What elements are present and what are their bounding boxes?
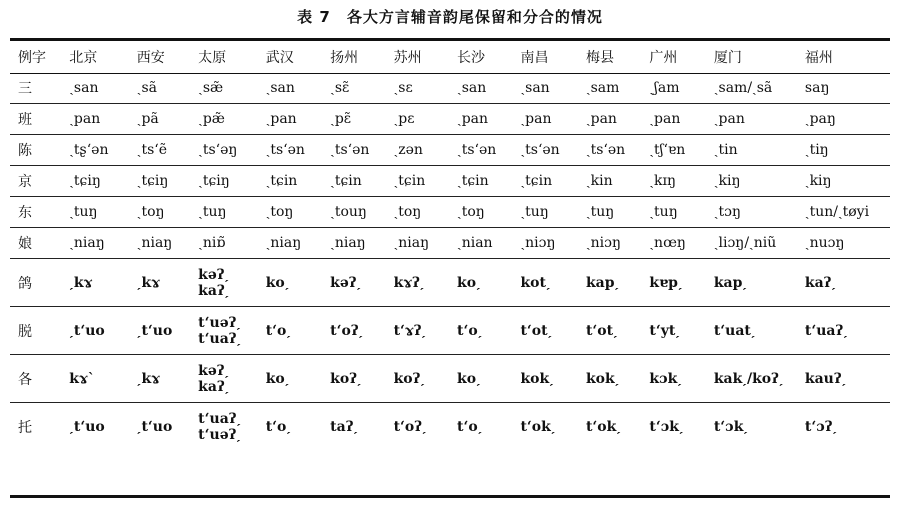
pronunciation-cell: ˏsan [457, 79, 487, 96]
column-header: 南昌 [520, 50, 549, 66]
table-row [10, 355, 890, 403]
pronunciation-cell: kɤˋ [65, 355, 133, 403]
pronunciation-cell: ˏtɕiŋ [65, 166, 133, 197]
column-header: 例字 [18, 50, 46, 66]
column-header: 西安 [136, 50, 165, 66]
pronunciation-cell: tʻuəʔˏ tʻuaʔˏ [194, 307, 262, 355]
pronunciation-cell: ˏnuɔŋ [801, 228, 890, 259]
table-row [10, 104, 890, 135]
pronunciation-cell: ˏniɒ̃ [194, 228, 262, 259]
pronunciation-cell: kokˏ [582, 355, 645, 403]
pronunciation-cell: kauʔˏ [801, 355, 890, 403]
pronunciation-cell: tʻokˏ [582, 403, 645, 451]
pronunciation-cell: ˏpan [582, 104, 645, 135]
pronunciation-cell: ˏtɕin [262, 166, 326, 197]
pronunciation-cell: ˏtin [710, 135, 801, 166]
pronunciation-cell: tʻoˏ [262, 307, 326, 355]
pronunciation-cell: koˏ [453, 259, 516, 307]
pronunciation-cell: ˏniaŋ [390, 228, 453, 259]
pronunciation-cell: ˏsan [520, 79, 550, 96]
pronunciation-cell: ˏtoŋ [262, 197, 326, 228]
pronunciation-cell: ˏpan [65, 104, 133, 135]
pronunciation-cell: ˏtɕin [390, 166, 453, 197]
pronunciation-cell: tʻɔkˏ [645, 403, 709, 451]
pronunciation-cell: kapˏ [582, 259, 645, 307]
pronunciation-cell: kakˏ/koʔˏ [710, 355, 801, 403]
pronunciation-cell: ˏsæ̃ [198, 79, 224, 96]
pronunciation-cell: ˏkɤ [65, 259, 133, 307]
pronunciation-cell: ˏtɕin [326, 166, 389, 197]
pronunciation-cell: ˏnian [453, 228, 516, 259]
pronunciation-cell: ˏtouŋ [326, 197, 389, 228]
pronunciation-cell: tʻoʔˏ [326, 307, 389, 355]
pronunciation-cell: ˏsɛ [393, 79, 413, 96]
example-character: 娘 [10, 228, 65, 259]
pronunciation-cell: tʻoʔˏ [390, 403, 453, 451]
column-header: 广州 [649, 50, 678, 66]
pronunciation-cell: koʔˏ [326, 355, 389, 403]
pronunciation-cell: koʔˏ [390, 355, 453, 403]
example-character: 托 [10, 403, 65, 451]
example-character: 班 [10, 104, 65, 135]
pronunciation-cell: ˏniaŋ [65, 228, 133, 259]
pronunciation-cell: koˏ [453, 355, 516, 403]
pronunciation-cell: koˏ [262, 259, 326, 307]
pronunciation-cell: kɔkˏ [645, 355, 709, 403]
pronunciation-cell: kaʔˏ [801, 259, 890, 307]
column-header: 福州 [804, 50, 833, 66]
example-character: 东 [10, 197, 65, 228]
table-title: 表 7 各大方言辅音韵尾保留和分合的情况 [297, 8, 603, 26]
pronunciation-cell: kɤʔˏ [390, 259, 453, 307]
pronunciation-cell: ˏsan [69, 79, 99, 96]
pronunciation-cell: ˏkɤ [133, 259, 194, 307]
pronunciation-cell: ˏtun/ˏtøyi [801, 197, 890, 228]
pronunciation-cell: ˏsan [265, 79, 295, 96]
column-header: 武汉 [265, 50, 294, 66]
pronunciation-cell: ˏpan [645, 104, 709, 135]
pronunciation-cell: ˏtʻuo [65, 307, 133, 355]
pronunciation-cell: ˏkɤ [133, 355, 194, 403]
pronunciation-cell: ˏtiŋ [801, 135, 890, 166]
pronunciation-cell: ˏtʻuo [133, 403, 194, 451]
pronunciation-cell: ˏtuŋ [582, 197, 645, 228]
pronunciation-cell: ˏtuŋ [645, 197, 709, 228]
table-row [10, 166, 890, 197]
pronunciation-cell: ˏtsʻəŋ [194, 135, 262, 166]
column-header: 太原 [198, 50, 227, 66]
table-row [10, 228, 890, 259]
example-character: 脱 [10, 307, 65, 355]
pronunciation-cell: ˏtuŋ [516, 197, 581, 228]
table-body [10, 73, 890, 450]
dialect-table [10, 41, 890, 450]
pronunciation-cell: ˏpan [262, 104, 326, 135]
pronunciation-cell: taʔˏ [326, 403, 389, 451]
example-character: 京 [10, 166, 65, 197]
column-header: 苏州 [393, 50, 422, 66]
pronunciation-cell: ˏtɔŋ [710, 197, 801, 228]
pronunciation-cell: ˏpã [133, 104, 194, 135]
pronunciation-cell: ˏpaŋ [801, 104, 890, 135]
pronunciation-cell: ˏnœŋ [645, 228, 709, 259]
pronunciation-cell: ˏtsʻən [453, 135, 516, 166]
pronunciation-cell: kɐpˏ [645, 259, 709, 307]
header-row [10, 41, 890, 73]
pronunciation-cell: ˏtoŋ [453, 197, 516, 228]
pronunciation-cell: ˏzən [390, 135, 453, 166]
table-row [10, 73, 890, 104]
pronunciation-cell: ˏniɔŋ [582, 228, 645, 259]
pronunciation-cell: tʻoˏ [453, 307, 516, 355]
pronunciation-cell: ˏpɛ̃ [326, 104, 389, 135]
pronunciation-cell: ˏtɕiŋ [194, 166, 262, 197]
pronunciation-cell: ˏtuŋ [194, 197, 262, 228]
pronunciation-cell: ˏsã [136, 79, 157, 96]
pronunciation-cell: tʻytˏ [645, 307, 709, 355]
pronunciation-cell: ˏtsʻən [326, 135, 389, 166]
table-row [10, 135, 890, 166]
pronunciation-cell: kəʔˏ kaʔˏ [194, 355, 262, 403]
example-character: 陈 [10, 135, 65, 166]
pronunciation-cell: kəʔˏ kaʔˏ [194, 259, 262, 307]
pronunciation-cell: ˏkin [582, 166, 645, 197]
pronunciation-cell: tʻoˏ [262, 403, 326, 451]
pronunciation-cell: tʻotˏ [582, 307, 645, 355]
pronunciation-cell: ˏkiŋ [710, 166, 801, 197]
bottom-rule [10, 495, 890, 498]
pronunciation-cell: ˏʃam [649, 79, 680, 96]
pronunciation-cell: ˏtuŋ [65, 197, 133, 228]
pronunciation-cell: koˏ [262, 355, 326, 403]
pronunciation-cell: ˏsɛ̃ [330, 79, 350, 96]
pronunciation-cell: kotˏ [516, 259, 581, 307]
pronunciation-cell: kokˏ [516, 355, 581, 403]
pronunciation-cell: ˏpæ̃ [194, 104, 262, 135]
pronunciation-cell: tʻuaʔˏ tʻuəʔˏ [194, 403, 262, 451]
pronunciation-cell: ˏtsʻən [516, 135, 581, 166]
pronunciation-cell: ˏtoŋ [133, 197, 194, 228]
pronunciation-cell: ˏtsʻən [582, 135, 645, 166]
pronunciation-cell: ˏtsʻən [262, 135, 326, 166]
pronunciation-cell: ˏpɛ [390, 104, 453, 135]
example-character: 鸽 [10, 259, 65, 307]
pronunciation-cell: ˏtɕin [516, 166, 581, 197]
pronunciation-cell: ˏtʃʻɐn [645, 135, 709, 166]
pronunciation-cell: ˏsam/ˏsã [713, 79, 773, 96]
pronunciation-cell: ˏtɕin [453, 166, 516, 197]
pronunciation-cell: ˏkɪŋ [645, 166, 709, 197]
pronunciation-cell: kəʔˏ [326, 259, 389, 307]
pronunciation-cell: ˏpan [710, 104, 801, 135]
pronunciation-cell: ˏtʻuo [65, 403, 133, 451]
pronunciation-cell: ˏniaŋ [262, 228, 326, 259]
pronunciation-cell: tʻoˏ [453, 403, 516, 451]
column-header: 梅县 [585, 50, 614, 66]
pronunciation-cell: ˏniɔŋ [516, 228, 581, 259]
table-row [10, 259, 890, 307]
pronunciation-cell: tʻuaʔˏ [801, 307, 890, 355]
pronunciation-cell: tʻokˏ [516, 403, 581, 451]
pronunciation-cell: saŋ [804, 80, 830, 96]
example-character: 三 [18, 81, 32, 97]
pronunciation-cell: ˏniaŋ [133, 228, 194, 259]
pronunciation-cell: ˏpan [516, 104, 581, 135]
pronunciation-cell: ˏtoŋ [390, 197, 453, 228]
column-header: 扬州 [330, 50, 359, 66]
pronunciation-cell: ˏtsʻẽ [133, 135, 194, 166]
table-row [10, 307, 890, 355]
pronunciation-cell: ˏsam [585, 79, 620, 96]
pronunciation-cell: ˏtʻuo [133, 307, 194, 355]
pronunciation-cell: ˏliɔŋ/ˏniũ [710, 228, 801, 259]
example-character: 各 [10, 355, 65, 403]
pronunciation-cell: kapˏ [710, 259, 801, 307]
column-header: 长沙 [457, 50, 486, 66]
pronunciation-cell: ˏtɕiŋ [133, 166, 194, 197]
column-header: 厦门 [713, 50, 742, 66]
pronunciation-cell: ˏniaŋ [326, 228, 389, 259]
table-row [10, 197, 890, 228]
pronunciation-cell: tʻuatˏ [710, 307, 801, 355]
pronunciation-cell: tʻɔʔˏ [801, 403, 890, 451]
table-row [10, 403, 890, 451]
pronunciation-cell: tʻotˏ [516, 307, 581, 355]
pronunciation-cell: tʻɤʔˏ [390, 307, 453, 355]
pronunciation-cell: ˏpan [453, 104, 516, 135]
pronunciation-cell: ˏtʂʻən [65, 135, 133, 166]
pronunciation-cell: tʻɔkˏ [710, 403, 801, 451]
column-header: 北京 [69, 50, 98, 66]
pronunciation-cell: ˏkiŋ [801, 166, 890, 197]
